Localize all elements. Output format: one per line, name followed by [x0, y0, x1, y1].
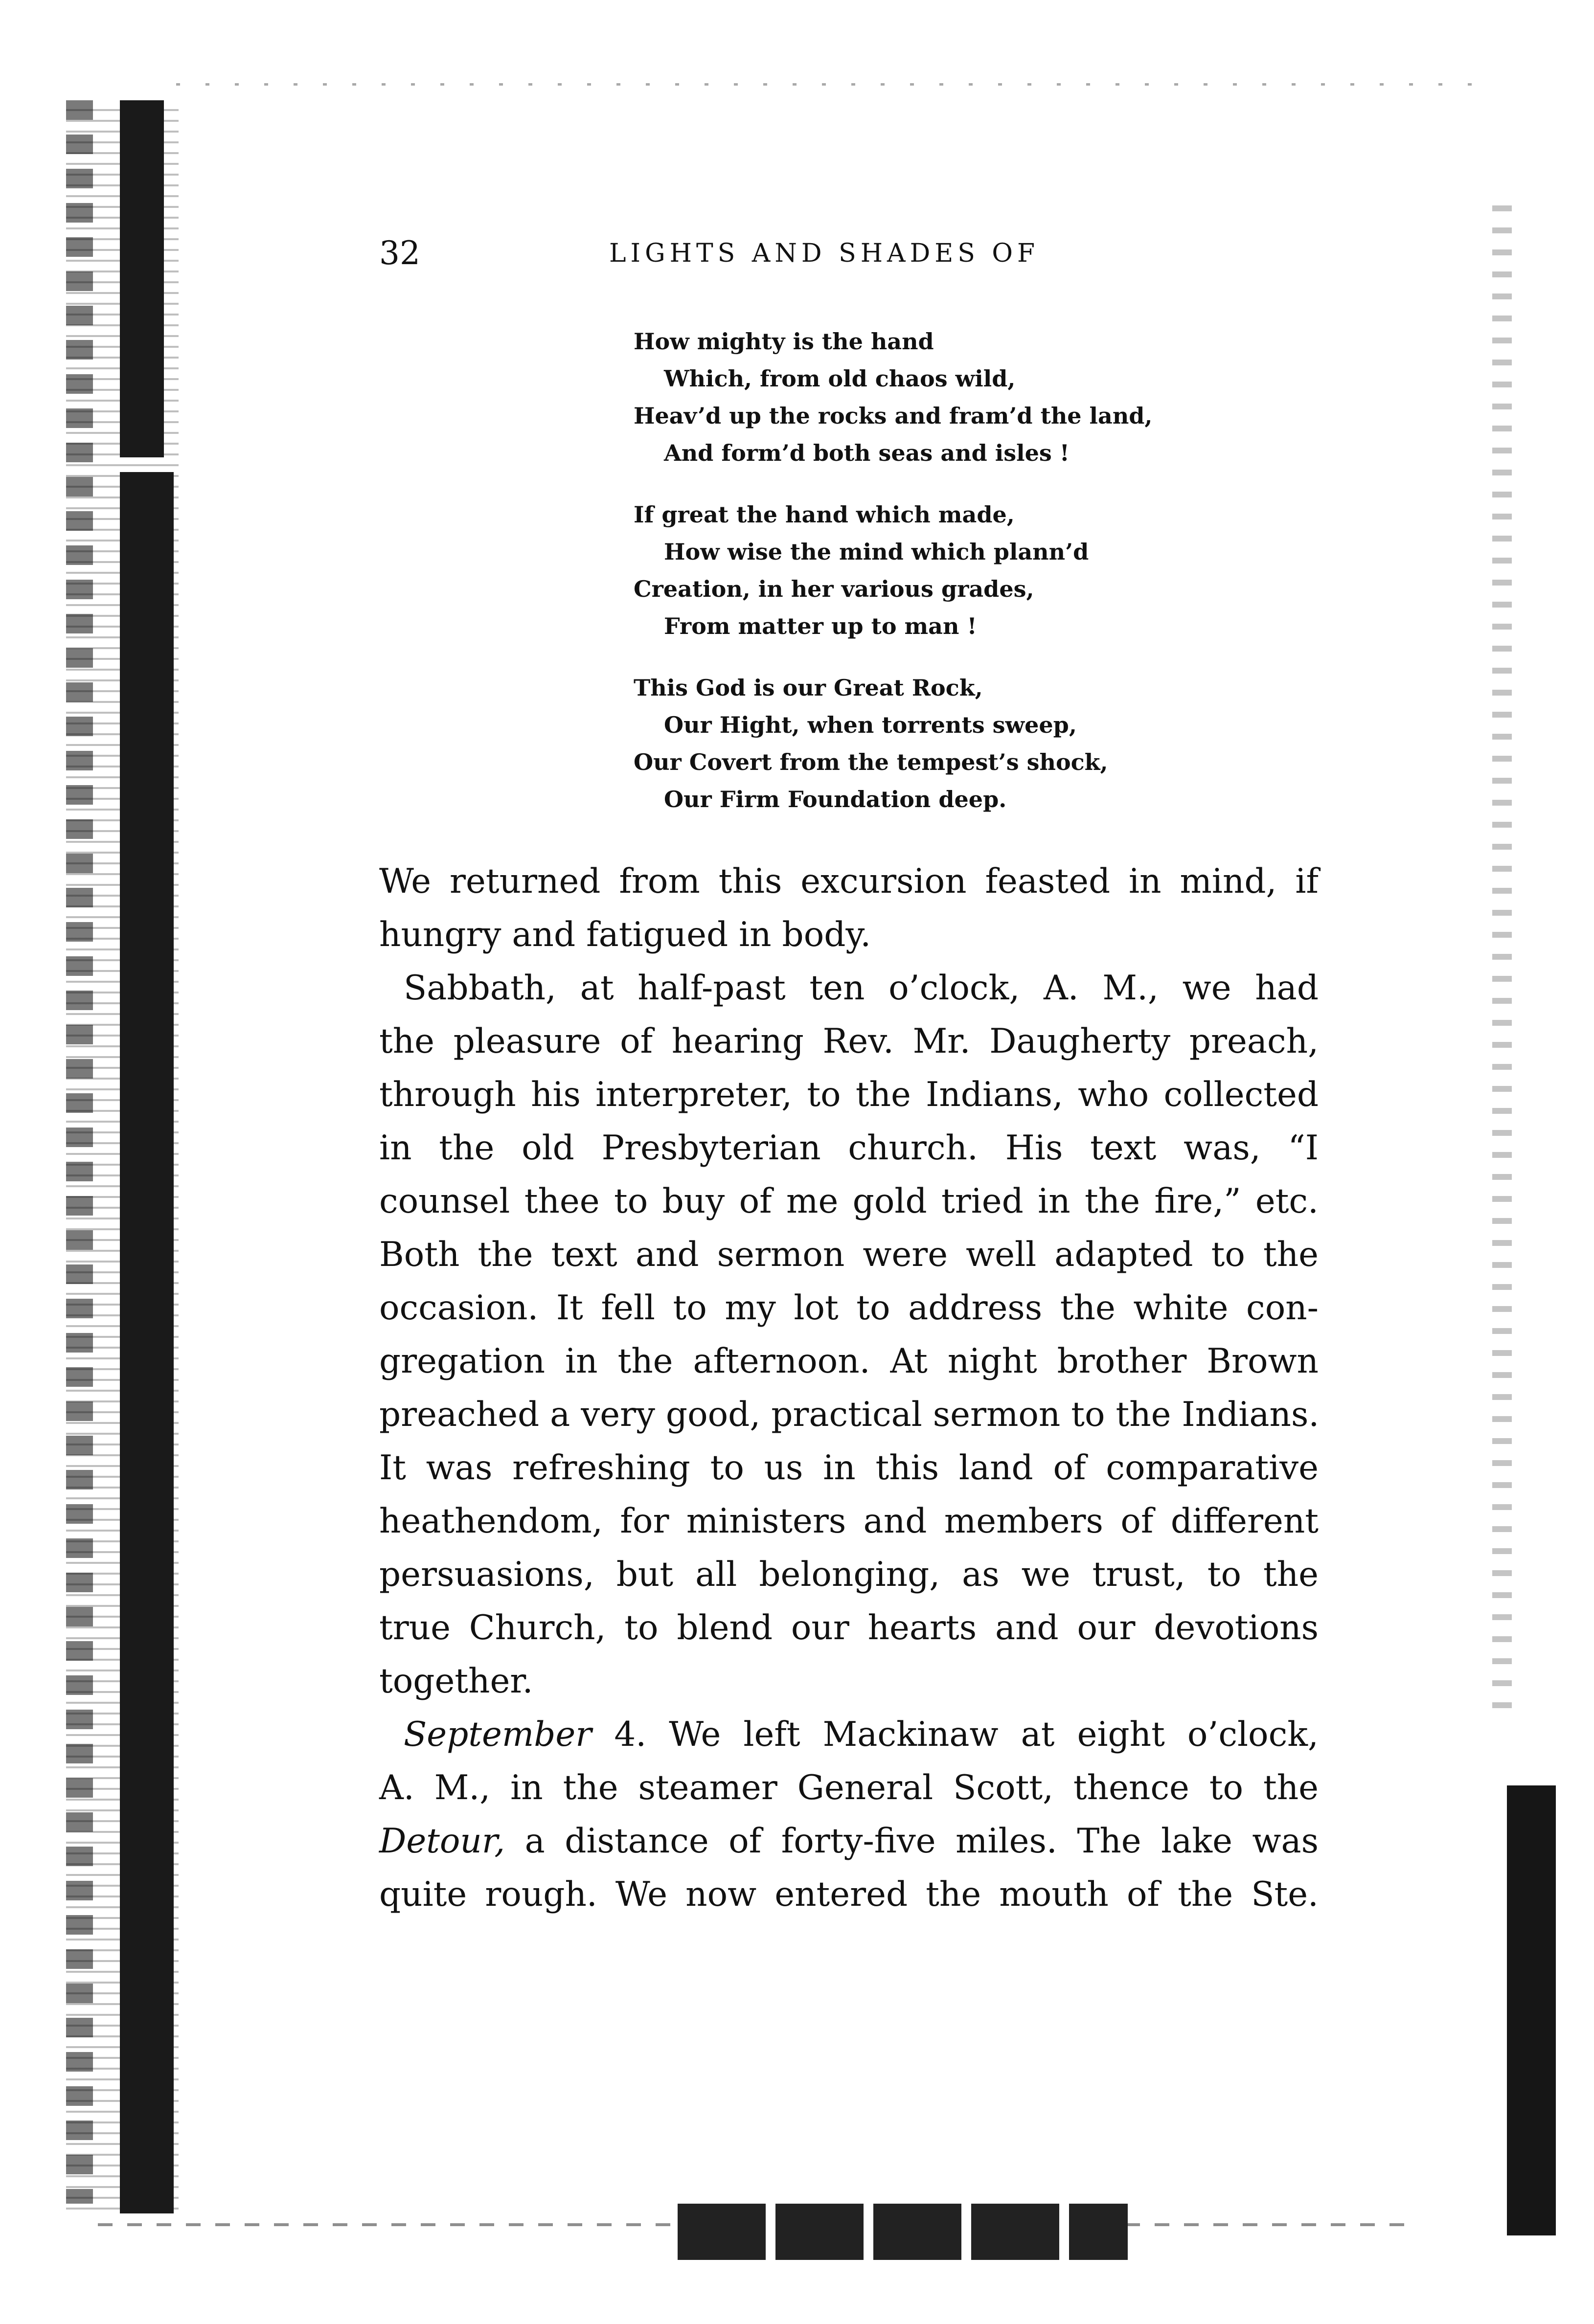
text-line: gregation in the afternoon. At night brother Brown — [379, 1342, 1319, 1381]
scan-edge-right-noise — [1492, 205, 1512, 1722]
text-line: preached a very good, practical sermon to the Indians. — [379, 1395, 1320, 1434]
poem-line: How mighty is the hand — [634, 328, 934, 355]
text-fragment: a distance of forty-five miles. The lake was — [505, 1822, 1319, 1861]
text-line: true Church, to blend our hearts and our devotions — [379, 1608, 1319, 1647]
text-line — [379, 1708, 1319, 1761]
poem-line: If great the hand which made, — [634, 501, 1015, 528]
poem-line: Our Firm Foundation deep. — [664, 786, 1007, 812]
text-line: It was refreshing to us in this land of comparative — [379, 1448, 1319, 1488]
text-line: through his interpreter, to the Indians, who collected — [379, 1075, 1319, 1114]
poem-line: How wise the mind which plann’d — [664, 539, 1089, 565]
page-number: 32 — [379, 234, 420, 272]
body-text — [379, 855, 1319, 1921]
page-header — [379, 234, 1328, 273]
poem-line: Which, from old chaos wild, — [664, 365, 1016, 392]
text-line — [379, 1815, 1319, 1868]
place-name: Detour, — [379, 1822, 505, 1861]
text-line: together. — [379, 1662, 533, 1701]
poem-line: Our Covert from the tempest’s shock, — [634, 749, 1108, 775]
text-fragment: 4. We left Mackinaw at eight o’clock, — [592, 1715, 1319, 1754]
scan-edge-bottom-bar — [678, 2204, 1128, 2260]
date-label: September — [404, 1715, 592, 1754]
text-line: quite rough. We now entered the mouth of the Ste. — [379, 1875, 1319, 1914]
paragraph — [379, 962, 1319, 1708]
text-line: in the old Presbyterian church. His text was, “I — [379, 1128, 1319, 1168]
poem-line: From matter up to man ! — [664, 613, 977, 639]
scan-edge-right-bar — [1507, 1785, 1556, 2235]
poem-line: Creation, in her various grades, — [634, 576, 1034, 602]
running-head: LIGHTS AND SHADES OF — [609, 239, 1040, 268]
poem-line: Our Hight, when torrents sweep, — [664, 712, 1077, 738]
poem-stanza — [634, 323, 1319, 472]
poem-stanza — [634, 669, 1319, 818]
text-line: the pleasure of hearing Rev. Mr. Daugherty preach, — [379, 1022, 1319, 1061]
scan-edge-top — [176, 83, 1497, 86]
text-line: heathendom, for ministers and members of different — [379, 1502, 1319, 1541]
text-line: Sabbath, at half-past ten o’clock, A. M., we had — [404, 969, 1319, 1008]
text-line: persuasions, but all belonging, as we trust, to the — [379, 1555, 1319, 1594]
paragraph — [379, 855, 1319, 962]
text-line: We returned from this excursion feasted in mind, if — [379, 862, 1319, 901]
scan-edge-left-bar-bottom — [120, 472, 174, 2213]
poem-stanza — [634, 496, 1319, 645]
poem-line: Heav’d up the rocks and fram’d the land, — [634, 403, 1153, 429]
poem-line: And form’d both seas and isles ! — [664, 440, 1070, 466]
poem-line: This God is our Great Rock, — [634, 675, 983, 701]
text-line: Both the text and sermon were well adapted to the — [379, 1235, 1319, 1274]
text-line: occasion. It fell to my lot to address the white con- — [379, 1288, 1319, 1328]
poem — [634, 323, 1319, 842]
text-line: A. M., in the steamer General Scott, thence to the — [379, 1768, 1319, 1807]
text-line: hungry and fatigued in body. — [379, 915, 871, 954]
scan-edge-left-bar-top — [120, 100, 164, 457]
paragraph — [379, 1708, 1319, 1921]
text-line: counsel thee to buy of me gold tried in the fire,” etc. — [379, 1182, 1319, 1221]
